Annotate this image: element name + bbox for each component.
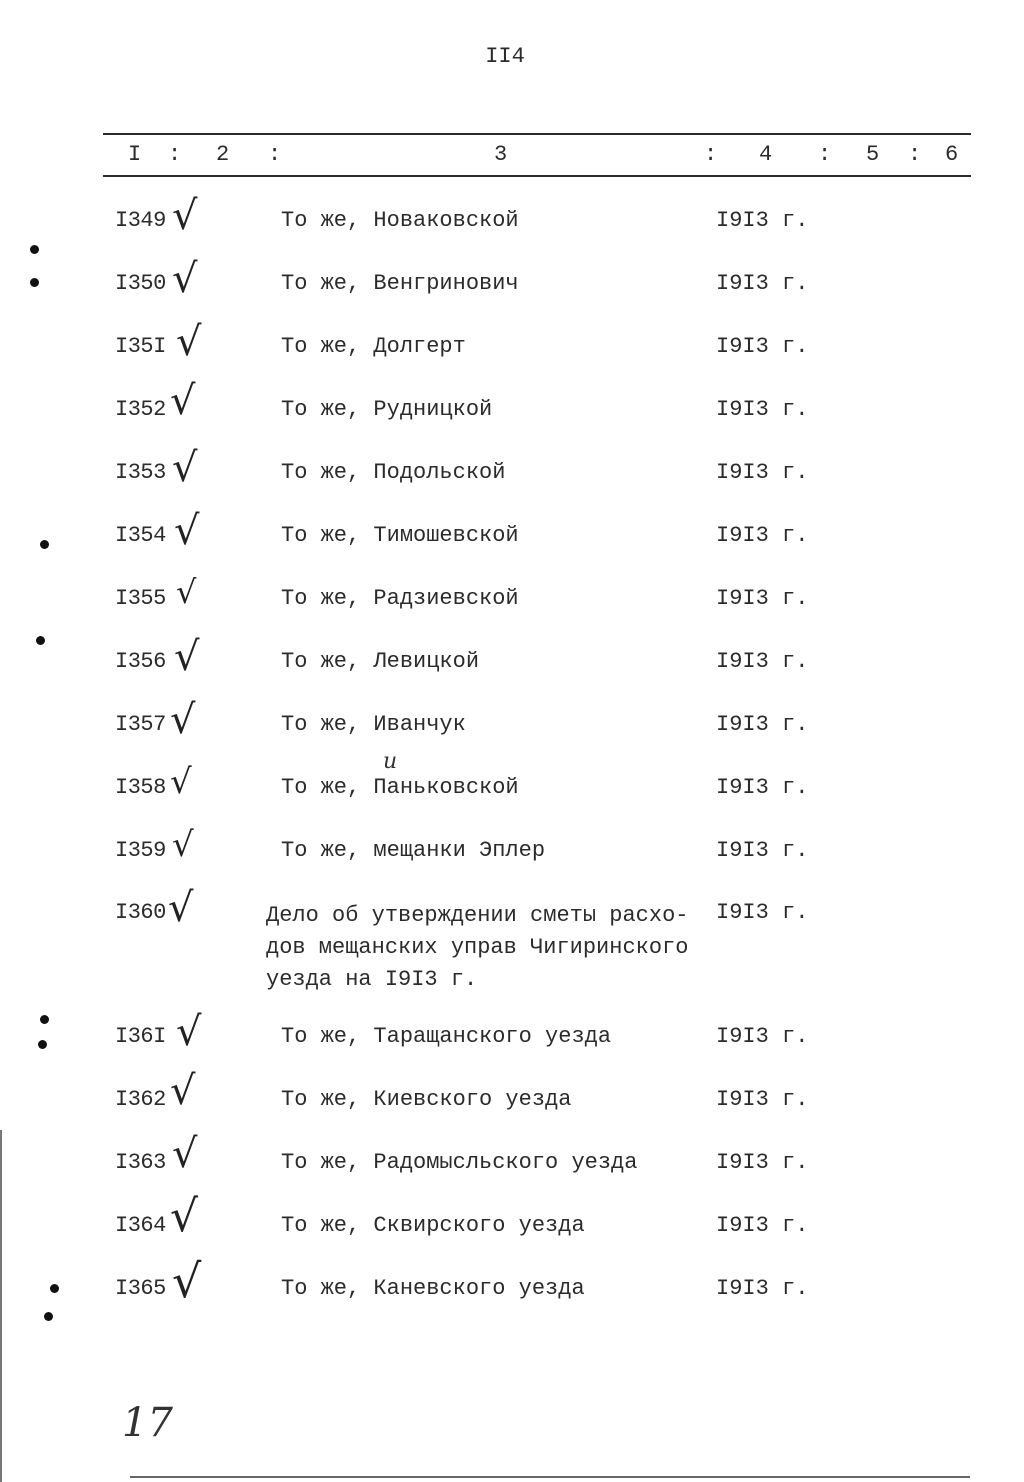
header-col-4: 4 — [759, 142, 773, 167]
punch-hole-mark — [30, 245, 39, 254]
row-number: I352 — [115, 397, 166, 422]
header-sep-1: : — [168, 142, 182, 167]
row-date: I9I3 г. — [716, 649, 809, 674]
page-bottom-edge — [130, 1476, 970, 1478]
header-sep-5: : — [908, 142, 922, 167]
row-number: I364 — [115, 1213, 166, 1238]
header-col-2: 2 — [216, 142, 230, 167]
row-description: То же, Иванчук — [281, 712, 466, 737]
checkmark-icon: √ — [172, 445, 198, 491]
punch-hole-mark — [40, 540, 49, 549]
row-number: I349 — [115, 208, 166, 233]
row-number: I363 — [115, 1150, 166, 1175]
checkmark-icon: √ — [170, 1068, 196, 1114]
row-description: То же, Подольской — [281, 460, 506, 485]
row-description: То же, Левицкой — [281, 649, 480, 674]
row-date: I9I3 г. — [716, 712, 809, 737]
row-date: I9I3 г. — [716, 838, 809, 863]
row-number: I359 — [115, 838, 166, 863]
checkmark-icon: √ — [168, 885, 194, 931]
row-date: I9I3 г. — [716, 1150, 809, 1175]
punch-hole-mark — [38, 1040, 47, 1049]
row-date: I9I3 г. — [716, 775, 809, 800]
row-description: То же, мещанки Эплер — [281, 838, 546, 863]
checkmark-icon: √ — [172, 256, 198, 302]
handwritten-correction: и — [383, 749, 398, 774]
checkmark-icon: √ — [172, 1254, 202, 1308]
row-date: I9I3 г. — [716, 1213, 809, 1238]
header-col-3: 3 — [494, 142, 508, 167]
checkmark-icon: √ — [172, 193, 198, 239]
row-description: То же, Паньковской — [281, 775, 519, 800]
row-number: I355 — [115, 586, 166, 611]
checkmark-icon: √ — [170, 378, 196, 424]
row-number: I357 — [115, 712, 166, 737]
row-date: I9I3 г. — [716, 271, 809, 296]
header-top-rule — [103, 133, 971, 135]
row-description: То же, Долгерт — [281, 334, 466, 359]
punch-hole-mark — [36, 636, 45, 645]
row-description: То же, Тимошевской — [281, 523, 519, 548]
header-bottom-rule — [103, 175, 971, 177]
row-description: То же, Таращанского уезда — [281, 1024, 612, 1049]
punch-hole-mark — [40, 1015, 49, 1024]
row-description: То же, Киевского уезда — [281, 1087, 572, 1112]
header-col-1: I — [128, 142, 142, 167]
row-number: I362 — [115, 1087, 166, 1112]
row-number: I354 — [115, 523, 166, 548]
row-date: I9I3 г. — [716, 1276, 809, 1301]
row-description: Дело об утверждении сметы расхо- дов мещанских управ Чигиринского уезда на I9I3 г. — [266, 903, 689, 992]
checkmark-icon: √ — [176, 573, 197, 611]
checkmark-icon: √ — [172, 825, 194, 865]
row-date: I9I3 г. — [716, 460, 809, 485]
row-date: I9I3 г. — [716, 1024, 809, 1049]
header-sep-3: : — [704, 142, 718, 167]
row-number: I35I — [115, 334, 166, 359]
checkmark-icon: √ — [170, 1191, 199, 1242]
row-number: I36I — [115, 1024, 166, 1049]
row-number: I350 — [115, 271, 166, 296]
row-date: I9I3 г. — [716, 586, 809, 611]
checkmark-icon: √ — [176, 1009, 202, 1055]
row-number: I365 — [115, 1276, 166, 1301]
row-date: I9I3 г. — [716, 334, 809, 359]
row-number: I358 — [115, 775, 166, 800]
row-date: I9I3 г. — [716, 900, 809, 925]
header-col-6: 6 — [945, 142, 959, 167]
row-date: I9I3 г. — [716, 208, 809, 233]
punch-hole-mark — [50, 1284, 59, 1293]
row-description: То же, Каневского уезда — [281, 1276, 585, 1301]
punch-hole-mark — [44, 1312, 53, 1321]
handwritten-folio-number: 17 — [122, 1400, 173, 1446]
row-number: I353 — [115, 460, 166, 485]
row-date: I9I3 г. — [716, 1087, 809, 1112]
checkmark-icon: √ — [174, 634, 200, 680]
page-number: II4 — [485, 44, 525, 69]
checkmark-icon: √ — [176, 319, 202, 365]
checkmark-icon: √ — [170, 762, 192, 802]
checkmark-icon: √ — [170, 697, 196, 743]
punch-hole-mark — [30, 278, 39, 287]
row-date: I9I3 г. — [716, 397, 809, 422]
checkmark-icon: √ — [172, 1131, 198, 1177]
row-description: То же, Сквирского уезда — [281, 1213, 585, 1238]
header-sep-4: : — [818, 142, 832, 167]
row-description: То же, Новаковской — [281, 208, 519, 233]
row-description: То же, Радзиевской — [281, 586, 519, 611]
row-number: I360 — [115, 900, 166, 925]
row-number: I356 — [115, 649, 166, 674]
row-description: То же, Рудницкой — [281, 397, 493, 422]
checkmark-icon: √ — [174, 508, 200, 554]
header-sep-2: : — [268, 142, 282, 167]
row-description: То же, Венгринович — [281, 271, 519, 296]
page-edge-shadow — [0, 1130, 2, 1482]
header-col-5: 5 — [866, 142, 880, 167]
row-description: То же, Радомысльского уезда — [281, 1150, 638, 1175]
row-date: I9I3 г. — [716, 523, 809, 548]
